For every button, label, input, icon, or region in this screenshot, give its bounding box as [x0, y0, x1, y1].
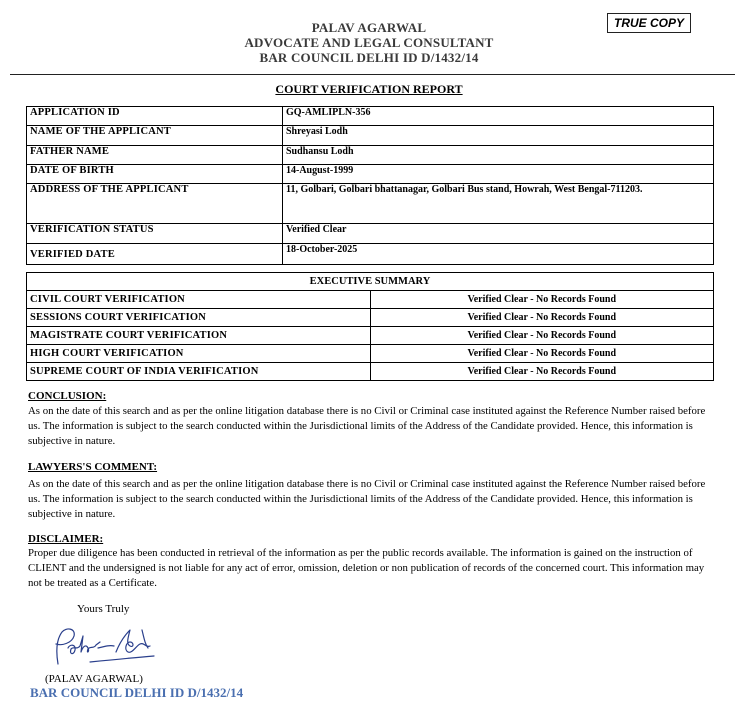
table-row [27, 244, 714, 265]
signatory-bar-council-id: BAR COUNCIL DELHI ID D/1432/14 [30, 685, 244, 700]
bar-council-id: BAR COUNCIL DELHI ID D/1432/14 [259, 50, 479, 65]
table-row [27, 363, 714, 381]
disclaimer-text: Proper due diligence has been conducted in retrieval of the information as per the public records available. The information is gained on the instruction of CLIENT and the undersigned is not liable for any act of error, omission, deletion or non publication of records of the concerned court. This information may not be treated as a Certificate. [28, 547, 705, 589]
detail-label: DATE OF BIRTH [27, 165, 283, 184]
advocate-name: PALAV AGARWAL [311, 20, 427, 35]
signature-icon [50, 624, 160, 669]
detail-value: Shreyasi Lodh [283, 126, 714, 146]
detail-value: 18-October-2025 [283, 244, 714, 265]
table-row [27, 345, 714, 363]
table-row [27, 184, 714, 224]
summary-result: Verified Clear - No Records Found [370, 327, 714, 345]
lawyers-comment-text: As on the date of this search and as per the online litigation database there is no Civil or Criminal case instituted against the Reference Number raised before us. The information is subject to the search conducted within the Jurisdictional limits of the Address of the Candidate provided. Hence, this information is subjective in nature. [28, 478, 706, 520]
detail-label: NAME OF THE APPLICANT [27, 126, 283, 146]
summary-label: SUPREME COURT OF INDIA VERIFICATION [27, 363, 371, 381]
table-row [27, 126, 714, 146]
detail-label: VERIFICATION STATUS [27, 224, 283, 244]
detail-label: ADDRESS OF THE APPLICANT [27, 184, 283, 224]
table-row [27, 146, 714, 165]
summary-label: MAGISTRATE COURT VERIFICATION [27, 327, 371, 345]
applicant-details-table [26, 106, 714, 265]
detail-label: APPLICATION ID [27, 107, 283, 126]
summary-result: Verified Clear - No Records Found [370, 345, 714, 363]
summary-heading-row [27, 273, 714, 291]
table-row [27, 309, 714, 327]
summary-result: Verified Clear - No Records Found [370, 309, 714, 327]
true-copy-stamp: TRUE COPY [607, 13, 691, 33]
table-row [27, 107, 714, 126]
summary-label: HIGH COURT VERIFICATION [27, 345, 371, 363]
summary-label: SESSIONS COURT VERIFICATION [27, 309, 371, 327]
summary-result: Verified Clear - No Records Found [370, 363, 714, 381]
summary-label: CIVIL COURT VERIFICATION [27, 291, 371, 309]
detail-value: Verified Clear [283, 224, 714, 244]
table-row [27, 165, 714, 184]
summary-result: Verified Clear - No Records Found [370, 291, 714, 309]
disclaimer-heading: DISCLAIMER: [28, 533, 104, 545]
conclusion-heading: CONCLUSION: [28, 390, 107, 402]
detail-value: GQ-AMLIPLN-356 [283, 107, 714, 126]
conclusion-text: As on the date of this search and as per the online litigation database there is no Civil or Criminal case instituted against the Reference Number raised before us. The information is subject to the search conducted within the Jurisdictional limits of the Address of the Candidate provided. Hence, this information is subjective in nature. [28, 405, 706, 447]
summary-heading: EXECUTIVE SUMMARY [27, 273, 714, 291]
detail-value: 14-August-1999 [283, 165, 714, 184]
signatory-name: (PALAV AGARWAL) [45, 673, 143, 685]
header-divider [10, 74, 735, 75]
table-row [27, 224, 714, 244]
report-title: COURT VERIFICATION REPORT [275, 82, 463, 96]
detail-label: FATHER NAME [27, 146, 283, 165]
detail-value: Sudhansu Lodh [283, 146, 714, 165]
detail-value: 11, Golbari, Golbari bhattanagar, Golbari Bus stand, Howrah, West Bengal-711203. [283, 184, 714, 224]
table-row [27, 327, 714, 345]
executive-summary-table [26, 272, 714, 381]
lawyers-comment-heading: LAWYERS'S COMMENT: [28, 461, 158, 473]
yours-truly: Yours Truly [77, 603, 130, 615]
detail-label: VERIFIED DATE [27, 244, 283, 265]
advocate-designation: ADVOCATE AND LEGAL CONSULTANT [244, 35, 494, 50]
table-row [27, 291, 714, 309]
